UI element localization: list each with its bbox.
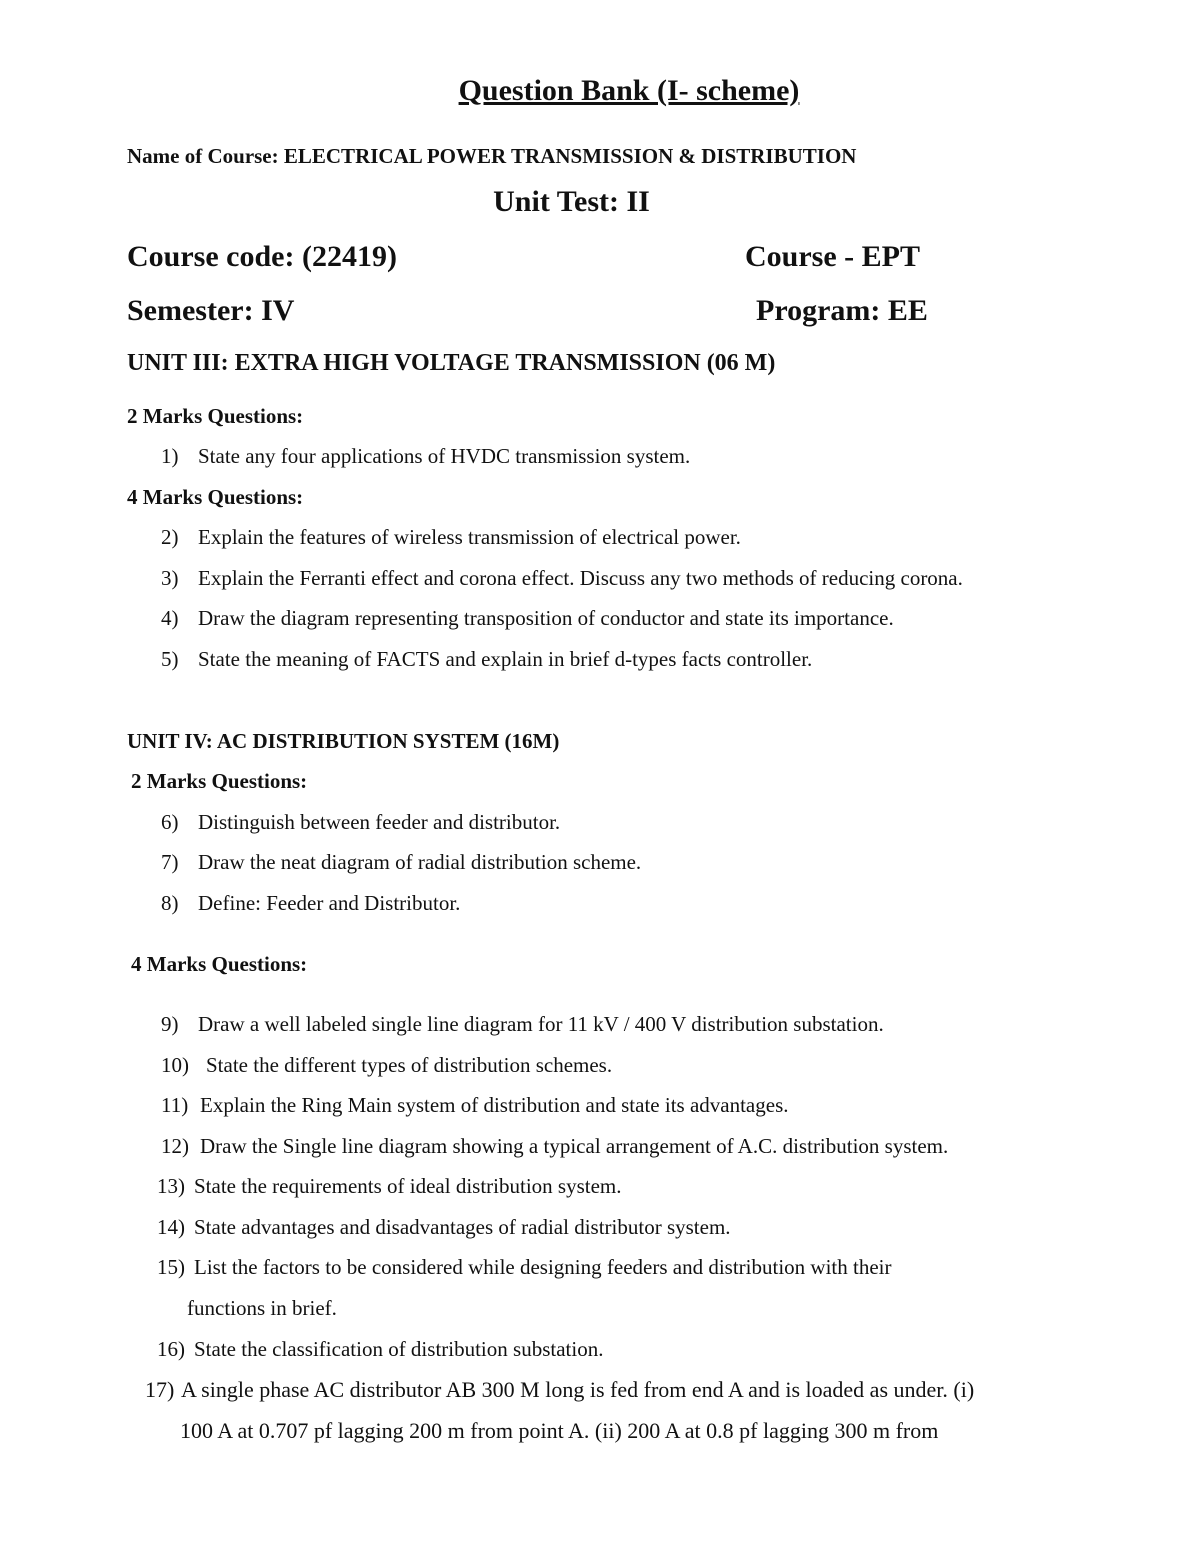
question-number: 4) xyxy=(161,606,179,630)
question-item xyxy=(161,1053,612,1078)
unit3-four-marks-heading: 4 Marks Questions: xyxy=(127,485,304,509)
question-item xyxy=(161,1134,948,1159)
question-text: Draw the neat diagram of radial distribution scheme. xyxy=(198,850,642,874)
question-text: List the factors to be considered while designing feeders and distribution with their xyxy=(194,1255,892,1279)
question-number: 8) xyxy=(161,891,179,915)
question-number: 13) xyxy=(157,1174,185,1198)
unit3-heading: UNIT III: EXTRA HIGH VOLTAGE TRANSMISSION (06 M) xyxy=(127,350,776,376)
question-number: 14) xyxy=(157,1215,185,1239)
question-item xyxy=(157,1215,731,1240)
question-text: Draw the diagram representing transposition of conductor and state its importance. xyxy=(198,606,894,630)
unit4-heading: UNIT IV: AC DISTRIBUTION SYSTEM (16M) xyxy=(127,729,560,753)
semester: Semester: IV xyxy=(127,294,295,327)
program: Program: EE xyxy=(756,294,928,327)
question-number: 11) xyxy=(161,1093,189,1117)
question-text: State the requirements of ideal distribution system. xyxy=(194,1174,622,1198)
course-name-value: ELECTRICAL POWER TRANSMISSION & DISTRIBUTION xyxy=(283,144,857,168)
question-item xyxy=(161,525,741,550)
question-number: 3) xyxy=(161,566,179,590)
unit-test-heading: Unit Test: II xyxy=(493,185,650,218)
question-text: Define: Feeder and Distributor. xyxy=(198,891,461,915)
question-number: 9) xyxy=(161,1012,179,1036)
question-item xyxy=(161,891,460,916)
question-item xyxy=(161,1093,789,1118)
question-text: State advantages and disadvantages of radial distributor system. xyxy=(194,1215,731,1239)
unit3-two-marks-heading: 2 Marks Questions: xyxy=(127,404,304,428)
question-number: 10) xyxy=(161,1053,189,1077)
course-name-line xyxy=(127,144,856,169)
page-title: Question Bank (I- scheme) xyxy=(458,74,800,107)
question-item xyxy=(161,606,894,631)
question-text: State any four applications of HVDC transmission system. xyxy=(198,444,691,468)
course-code: Course code: (22419) xyxy=(127,240,397,273)
question-number: 15) xyxy=(157,1255,185,1279)
question-text: Explain the features of wireless transmission of electrical power. xyxy=(198,525,741,549)
question-text: Explain the Ring Main system of distribution and state its advantages. xyxy=(200,1093,789,1117)
question-text: functions in brief. xyxy=(187,1296,337,1320)
question-number: 2) xyxy=(161,525,179,549)
question-text: State the classification of distribution substation. xyxy=(194,1337,604,1361)
question-item xyxy=(145,1377,974,1403)
question-item xyxy=(161,647,812,672)
question-number: 17) xyxy=(145,1377,175,1402)
unit4-two-marks-heading: 2 Marks Questions: xyxy=(131,769,308,793)
question-number: 12) xyxy=(161,1134,189,1158)
question-item xyxy=(161,444,690,469)
question-item xyxy=(161,850,641,875)
question-number: 6) xyxy=(161,810,179,834)
question-item xyxy=(157,1337,603,1362)
question-text: Explain the Ferranti effect and corona effect. Discuss any two methods of reducing corona. xyxy=(198,566,963,590)
course-name-label: Name of Course: xyxy=(127,144,279,168)
question-text: Distinguish between feeder and distributor. xyxy=(198,810,561,834)
question-text: A single phase AC distributor AB 300 M long is fed from end A and is loaded as under. (i) xyxy=(181,1377,975,1402)
question-continuation xyxy=(187,1296,337,1321)
unit4-four-marks-heading: 4 Marks Questions: xyxy=(131,952,308,976)
question-text: State the meaning of FACTS and explain in brief d-types facts controller. xyxy=(198,647,813,671)
question-number: 16) xyxy=(157,1337,185,1361)
question-item xyxy=(157,1255,892,1280)
question-number: 1) xyxy=(161,444,179,468)
question-item xyxy=(161,566,963,591)
course-abbrev: Course - EPT xyxy=(745,240,920,273)
question-number: 7) xyxy=(161,850,179,874)
question-continuation xyxy=(180,1418,938,1444)
question-item xyxy=(161,810,560,835)
question-item xyxy=(157,1174,622,1199)
question-number: 5) xyxy=(161,647,179,671)
question-text: State the different types of distribution schemes. xyxy=(206,1053,613,1077)
question-text: 100 A at 0.707 pf lagging 200 m from point A. (ii) 200 A at 0.8 pf lagging 300 m from xyxy=(180,1418,939,1443)
question-text: Draw the Single line diagram showing a typical arrangement of A.C. distribution system. xyxy=(200,1134,949,1158)
question-item xyxy=(161,1012,884,1037)
question-text: Draw a well labeled single line diagram for 11 kV / 400 V distribution substation. xyxy=(198,1012,884,1036)
